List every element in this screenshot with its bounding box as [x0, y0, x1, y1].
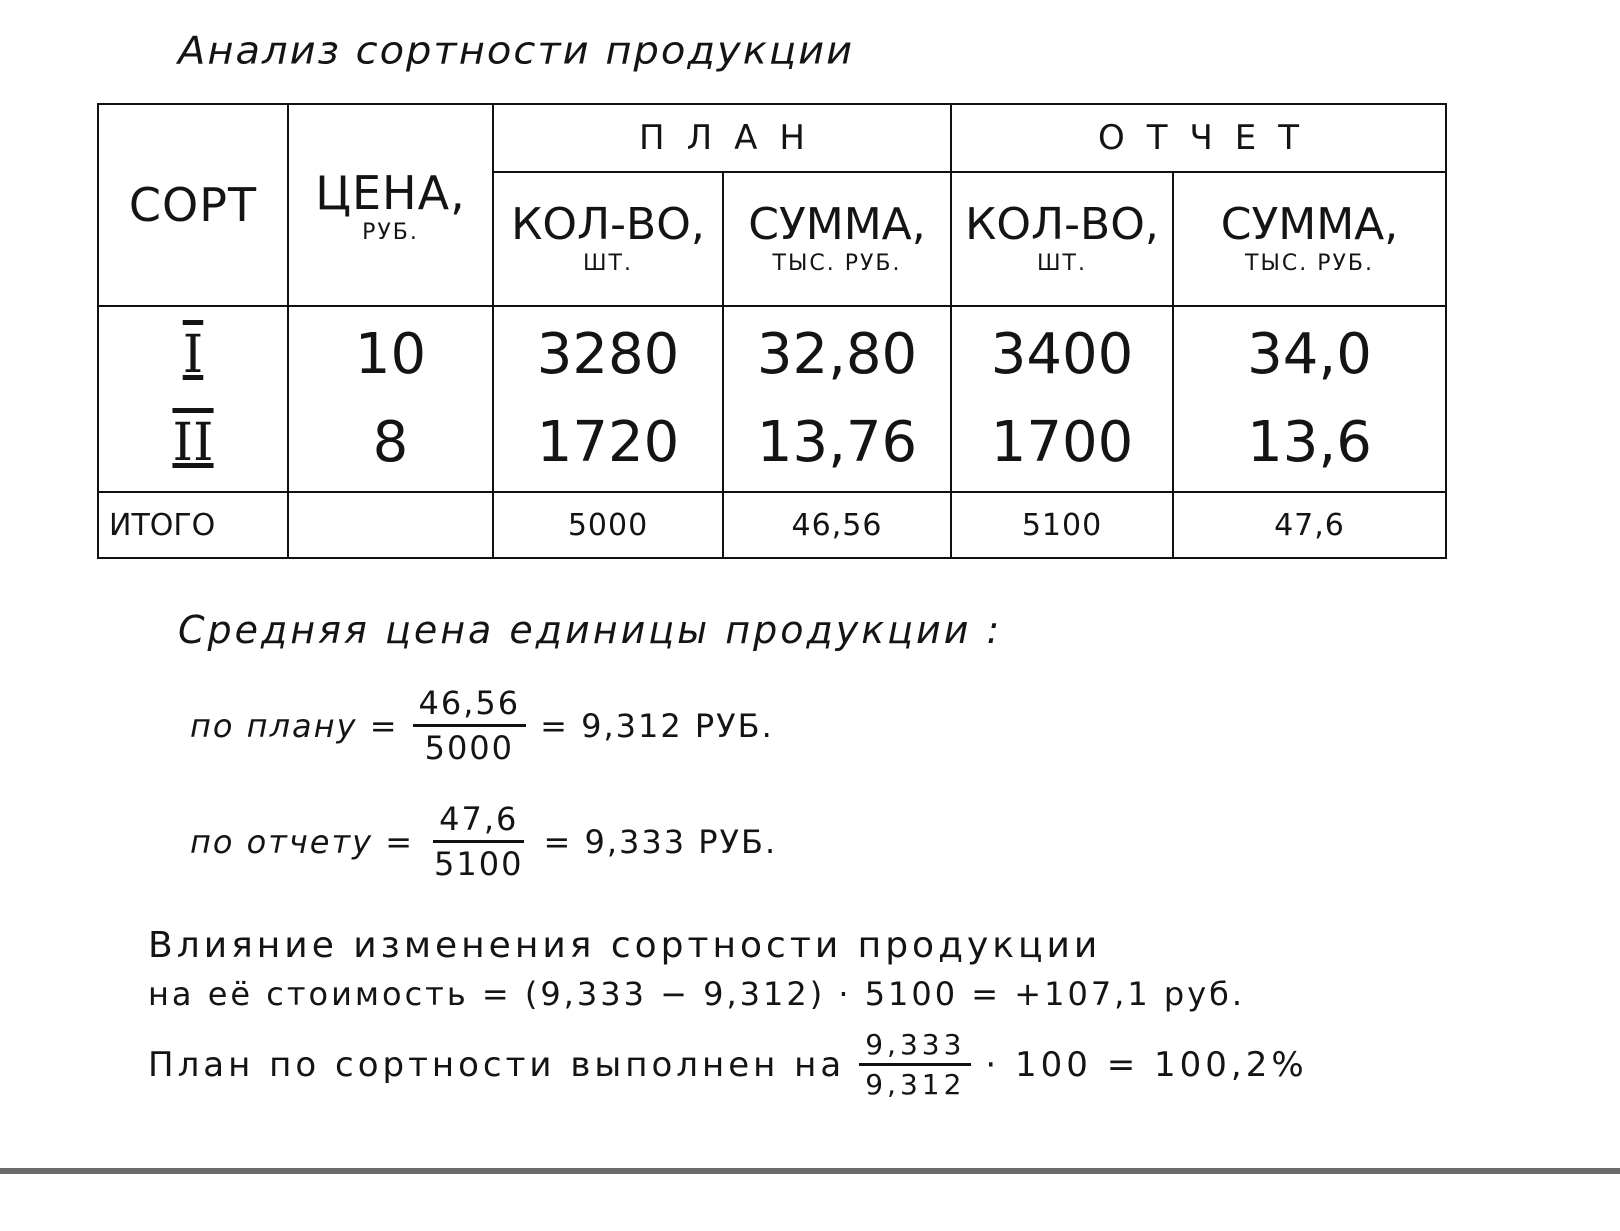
- sort-1: I: [182, 325, 204, 385]
- plan-fulfilment: [148, 1028, 1308, 1101]
- influence-line-1: Влияние изменения сортности продукции: [148, 925, 1102, 966]
- avg-plan-fraction: [413, 684, 527, 767]
- plan-fulfilment-denominator: 9,312: [865, 1068, 966, 1101]
- header-report-qty-unit: ШТ.: [1037, 251, 1087, 276]
- avg-plan-denominator: 5000: [424, 729, 515, 767]
- page-bottom-rule: [0, 1168, 1620, 1174]
- header-plan: [493, 104, 951, 172]
- price-1: 10: [354, 322, 427, 387]
- table-header-row-1: [98, 104, 1446, 172]
- avg-price-title: Средняя цена единицы продукции :: [178, 608, 1003, 652]
- header-plan-qty-label: КОЛ-ВО,: [511, 199, 705, 250]
- avg-report-numerator: 47,6: [433, 800, 524, 843]
- header-price-label: ЦЕНА,: [315, 165, 466, 220]
- plan-fulfilment-result: · 100 = 100,2%: [985, 1044, 1308, 1085]
- header-report-sum-unit: ТЫС. РУБ.: [1245, 251, 1374, 276]
- plan-fulfilment-fraction: [859, 1028, 971, 1101]
- total-plan-qty: 5000: [493, 492, 723, 558]
- header-sort: [98, 104, 288, 306]
- sort-2: II: [172, 413, 214, 473]
- plan-qty-1: 3280: [536, 322, 680, 387]
- sort-cell: [98, 306, 288, 492]
- report-sum-2: 13,6: [1247, 410, 1372, 475]
- avg-plan-result: = 9,312 РУБ.: [540, 706, 774, 745]
- header-report-sum: [1173, 172, 1446, 306]
- report-qty-cell: [951, 306, 1173, 492]
- plan-sum-1: 32,80: [756, 322, 918, 387]
- avg-price-report-equation: [190, 800, 777, 883]
- report-qty-2: 1700: [990, 410, 1134, 475]
- price-cell: [288, 306, 493, 492]
- avg-report-result: = 9,333 РУБ.: [543, 822, 778, 861]
- total-price: [288, 492, 493, 558]
- header-report-sum-label: СУММА,: [1220, 199, 1399, 250]
- influence-block: [148, 922, 1245, 1018]
- sortness-table: [97, 103, 1447, 559]
- page-title: Анализ сортности продукции: [178, 29, 855, 73]
- total-report-sum: 47,6: [1173, 492, 1446, 558]
- plan-qty-cell: [493, 306, 723, 492]
- header-plan-sum-label: СУММА,: [748, 199, 926, 250]
- header-report: [951, 104, 1446, 172]
- report-sum-1: 34,0: [1247, 322, 1372, 387]
- table-total-row: [98, 492, 1446, 558]
- price-2: 8: [372, 410, 409, 475]
- table-row: [98, 306, 1446, 492]
- avg-price-plan-equation: [190, 684, 774, 767]
- plan-qty-2: 1720: [536, 410, 680, 475]
- header-report-label: ОТЧЕТ: [1097, 118, 1322, 158]
- plan-fulfilment-text: План по сортности выполнен на: [148, 1044, 846, 1085]
- avg-report-denominator: 5100: [434, 845, 524, 883]
- total-report-qty: 5100: [951, 492, 1173, 558]
- header-plan-sum: [723, 172, 951, 306]
- influence-line-2: на её стоимость = (9,333 − 9,312) · 5100 = +107,1 руб.: [148, 975, 1246, 1013]
- report-qty-1: 3400: [990, 322, 1134, 387]
- header-report-qty: [951, 172, 1173, 306]
- header-plan-sum-unit: ТЫС. РУБ.: [772, 251, 902, 276]
- total-label: ИТОГО: [98, 492, 288, 558]
- header-price: [288, 104, 493, 306]
- avg-plan-label: по плану =: [190, 706, 399, 745]
- avg-plan-numerator: 46,56: [413, 684, 527, 727]
- plan-sum-2: 13,76: [756, 410, 918, 475]
- header-plan-label: ПЛАН: [639, 118, 827, 158]
- avg-report-fraction: [428, 800, 529, 883]
- header-plan-qty: [493, 172, 723, 306]
- avg-report-label: по отчету =: [190, 822, 415, 861]
- header-sort-label: СОРТ: [128, 178, 258, 232]
- plan-fulfilment-numerator: 9,333: [859, 1028, 971, 1066]
- total-plan-sum: 46,56: [723, 492, 951, 558]
- plan-sum-cell: [723, 306, 951, 492]
- header-plan-qty-unit: ШТ.: [583, 251, 633, 276]
- header-report-qty-label: КОЛ-ВО,: [965, 199, 1159, 250]
- report-sum-cell: [1173, 306, 1446, 492]
- header-price-unit: РУБ.: [362, 219, 419, 245]
